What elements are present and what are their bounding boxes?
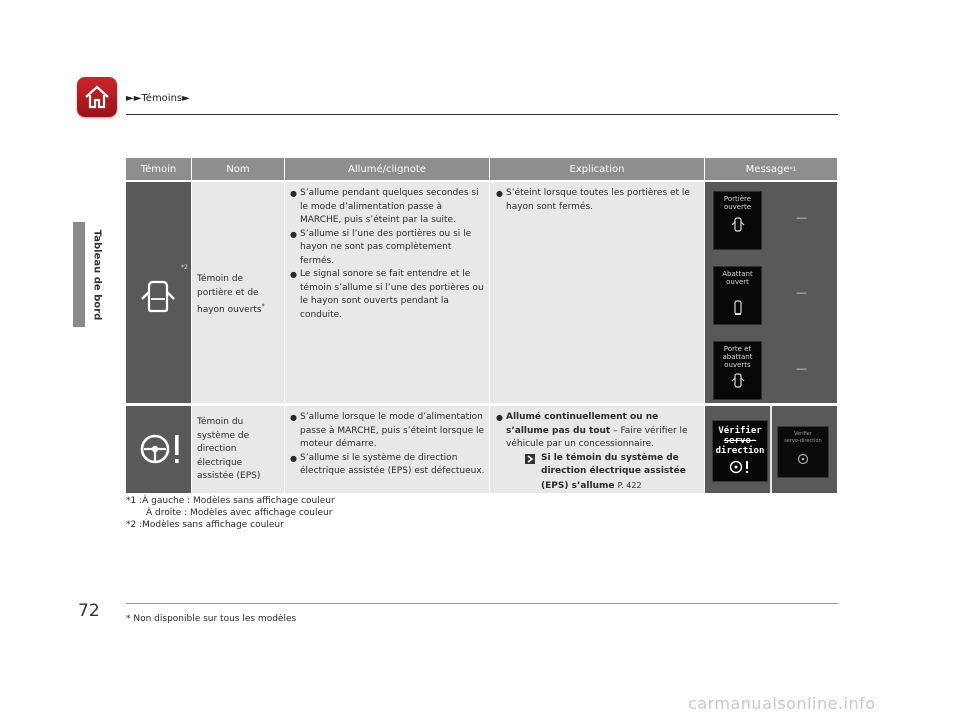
list-item: ● S’allume pendant quelques secondes si le mode d’alimentation passe à MARCHE, puis s’éteint par la suite. [290, 187, 485, 228]
col-header-temoin: Témoin [126, 158, 191, 180]
col-header-explication: Explication [490, 158, 704, 180]
list-item: ● S’éteint lorsque toutes les portières et le hayon sont fermés. [496, 187, 700, 214]
header-divider [126, 114, 838, 115]
message-divider [770, 406, 772, 493]
col-header-message: Message *1 [705, 158, 837, 180]
page-number: 72 [78, 601, 100, 621]
eps-small-icon [797, 453, 809, 465]
link-arrow-icon [525, 454, 535, 464]
door-indicator-cell [126, 182, 191, 403]
msg-verifier-servo-direction-color: Vérifier servo-direction [777, 426, 829, 478]
door-indicator-messages [705, 182, 837, 403]
eps-indicator-on [285, 406, 489, 493]
door-indicator-on [285, 182, 489, 403]
eps-warning-icon [139, 432, 183, 466]
car-door-icon [731, 217, 745, 233]
breadcrumb[interactable]: ►►Témoins► [126, 93, 190, 104]
eps-small-icon [729, 460, 751, 474]
door-indicator-name: Témoin de portière et de hayon ouverts* [192, 182, 284, 403]
list-item: ● Le signal sonore se fait entendre et le témoin s’allume si l’une des portières ou le hayon sont ouverts pendant la conduite. [290, 268, 485, 322]
note-2: *2 :Modèles sans affichage couleur [126, 520, 284, 530]
eps-indicator-messages [705, 406, 837, 493]
door-open-icon [140, 278, 176, 314]
door-indicator-explanation [490, 182, 704, 403]
eps-indicator-name: Témoin du système de direction électrique assistée (EPS) [192, 406, 284, 493]
col-header-allume: Allumé/clignote [285, 158, 489, 180]
section-tab [73, 222, 85, 327]
car-hatch-icon [731, 300, 745, 316]
msg-porte-abattant-ouverts: Porte et abattant ouverts [713, 341, 762, 400]
watermark: carmanualsonline.info [688, 694, 876, 713]
note-1: *1 :À gauche : Modèles sans affichage couleur [126, 496, 335, 506]
list-item: ● S’allume si le système de direction électrique assistée (EPS) est défectueux. [290, 452, 485, 479]
list-item: ● S’allume si l’une des portières ou si le hayon ne sont pas complètement fermés. [290, 228, 485, 269]
footer-divider [126, 603, 838, 604]
msg-verifier-servo-direction: Vérifier servo- direction [712, 420, 768, 482]
msg-abattant-ouvert: Abattant ouvert [713, 266, 762, 325]
col-header-nom: Nom [192, 158, 284, 180]
list-item: ● S’allume lorsque le mode d’alimentation passe à MARCHE, puis s’éteint lorsque le moteur démarre. [290, 411, 485, 452]
home-icon [83, 83, 111, 111]
table-notes [126, 495, 335, 531]
home-button[interactable] [77, 77, 117, 117]
car-door-hatch-icon [731, 373, 745, 389]
msg-none: — [796, 211, 807, 224]
cross-reference-link[interactable]: Si le témoin du système de direction électrique assistée (EPS) s’allume P. 422 [496, 452, 700, 494]
msg-none: — [796, 362, 807, 375]
eps-indicator-cell [126, 406, 191, 493]
footnote: * Non disponible sur tous les modèles [126, 614, 297, 624]
msg-portiere-ouverte: Portière ouverte [713, 191, 762, 250]
eps-indicator-explanation [490, 406, 704, 493]
list-item: ● Allumé continuellement ou ne s’allume pas du tout – Faire vérifier le véhicule par un concessionnaire. [496, 411, 700, 452]
msg-none: — [796, 286, 807, 299]
footnote-ref: *2 [181, 264, 188, 271]
note-1b: À droite : Modèles avec affichage couleur [146, 508, 333, 518]
section-label: Tableau de bord [91, 229, 103, 321]
